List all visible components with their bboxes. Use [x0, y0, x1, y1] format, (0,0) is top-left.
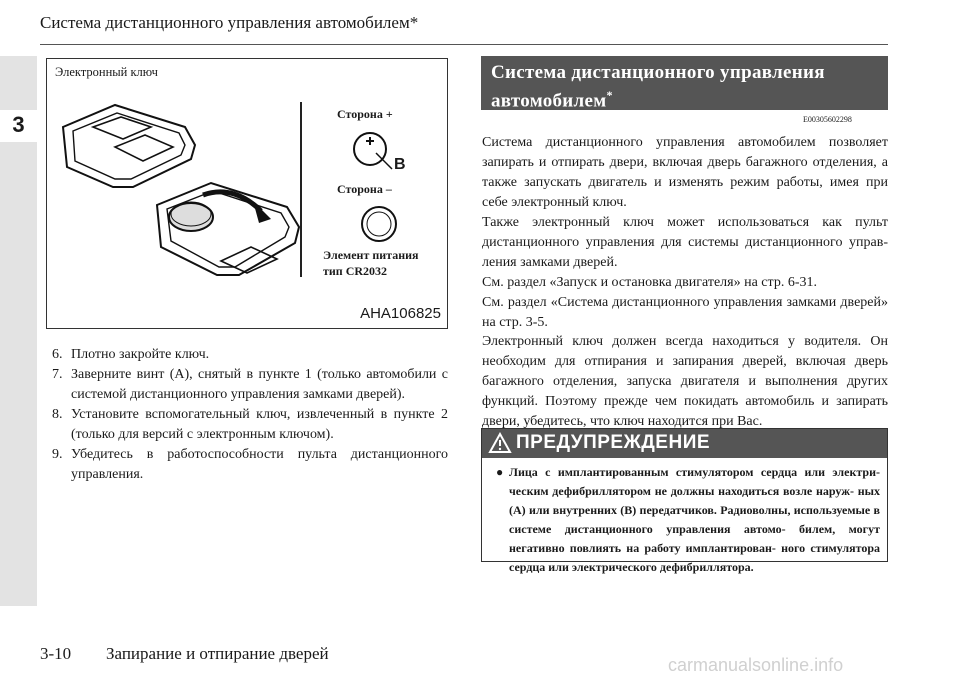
steps-list [52, 345, 448, 485]
label-side-plus: Сторона + [337, 107, 393, 121]
step-text: Убедитесь в работоспособности пульта дистанционного управления. [71, 447, 448, 482]
paragraph-ref-locks: См. раздел «Система дистанционного управления замками дверей» на стр. 3-5. [482, 295, 888, 330]
warning-text: Лица с имплантированным стимулятором сердца или электри- ческим дефибриллятором не должны находиться возле наруж- ных (A) или внутренних (B) передатчиков. Радиоволны, используемые в системе дистанционного управления автомо- билем, могут негативно повлиять на работу имплантирован- ного стимулятора сердца или электрического дефибриллятора. [509, 465, 880, 574]
label-side-minus: Сторона – [337, 182, 392, 196]
warning-title: ПРЕДУПРЕЖДЕНИЕ [516, 432, 711, 453]
warning-header [482, 429, 887, 458]
electronic-key-drawing [55, 87, 300, 312]
step-text: Заверните винт (A), снятый в пункте 1 (только автомобили с системой дистанционного управления замками дверей). [71, 367, 448, 402]
warning-box [481, 428, 888, 574]
step-item [52, 365, 448, 405]
key-figure [46, 58, 448, 329]
label-battery-type-1: Элемент питания [323, 248, 419, 262]
step-item [52, 405, 448, 445]
running-header: Система дистанционного управления автомобилем* [40, 13, 419, 32]
step-number: 7. [52, 367, 63, 382]
section-code: E00305602298 [803, 115, 852, 124]
step-text: Плотно закройте ключ. [71, 347, 210, 362]
header-rule [40, 44, 888, 45]
label-b: B [394, 156, 406, 173]
footer-title: Запирание и отпирание дверей [106, 644, 329, 663]
label-battery-type-2: тип CR2032 [323, 264, 388, 278]
step-item [52, 445, 448, 485]
bullet-icon: ● [496, 465, 504, 479]
step-number: 6. [52, 347, 63, 362]
step-item [52, 345, 448, 365]
figure-caption: Электронный ключ [55, 65, 158, 79]
paragraph-key-driver: Электронный ключ должен всегда находиться у водителя. Он необходим для отпирания и запирания дверей, включая дверь багажного отделения, запуска двигателя и выполнения других функций. Поэтому прежде чем покидать автомобиль и запирать двери, убедитесь, что ключ находится при Вас. [482, 334, 888, 429]
watermark: carmanualsonline.info [668, 655, 844, 675]
section-title-mark: * [606, 88, 613, 102]
figure-divider [300, 102, 302, 277]
warning-item [496, 463, 880, 577]
step-number: 9. [52, 447, 63, 462]
step-text: Установите вспомогательный ключ, извлеченный в пункте 2 (только для версий с электронным ключом). [71, 407, 448, 442]
battery-minus-side-icon [357, 204, 405, 246]
step-number: 8. [52, 407, 63, 422]
section-title [481, 56, 888, 110]
warning-triangle-icon [488, 432, 512, 454]
figure-code: AHA106825 [360, 305, 441, 322]
section-title-text: Система дистанционного управления автомобилем [491, 62, 825, 112]
paragraph-intro: Система дистанционного управления автомобилем позволяет запирать и отпирать двери, включая дверь багажного отделения, а также запускать двигатель и изменять режим работы, имея при себе электронный ключ. [482, 135, 888, 210]
page-number: 3-10 [40, 644, 72, 663]
paragraph-remote: Также электронный ключ может использоваться как пульт дистанционного управления для системы дистанционного управ- ления замками дверей. [482, 215, 888, 270]
chapter-number: 3 [12, 112, 25, 137]
paragraph-ref-engine: См. раздел «Запуск и остановка двигателя» на стр. 6-31. [482, 275, 817, 290]
